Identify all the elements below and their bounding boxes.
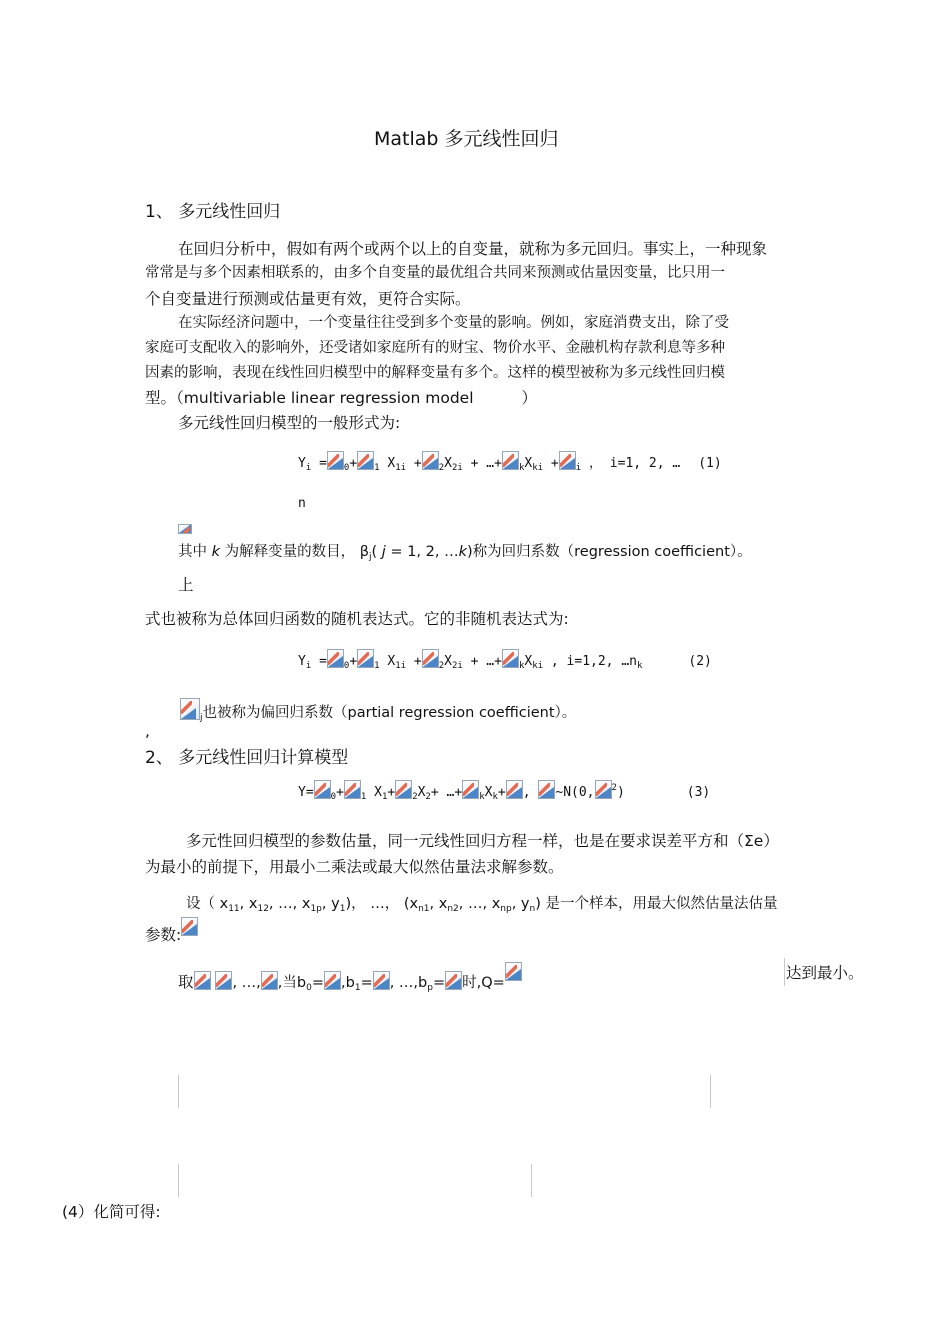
epsilon-image-icon xyxy=(506,780,523,799)
equation-3-number: (3) xyxy=(686,785,711,800)
formula-frame-edge xyxy=(710,1075,711,1108)
bp-image-icon xyxy=(261,971,278,990)
beta-1-image-icon xyxy=(344,780,361,799)
n-label: n xyxy=(298,496,306,511)
general-form-intro: 多元线性回归模型的一般形式为: xyxy=(178,414,401,432)
formula-frame-edge xyxy=(531,1164,532,1197)
epsilon-image-icon xyxy=(559,451,576,470)
coefficient-description: 其中 k 为解释变量的数目， $\beta_j$( j = 1, 2, …k)称为回归系数（regression coefficient）。 xyxy=(178,544,752,562)
params-label: 参数: xyxy=(145,917,198,945)
paragraph-3-line-1: 多元性回归模型的参数估量，同一元线性回归方程一样，也是在要求误差平方和（Σe） xyxy=(186,832,779,850)
stray-comma: , xyxy=(145,722,150,740)
equation-2: $Y_i = _0+ _1$ $X_{1i} + _2X_{2i}$ + …+ $_kX_{ki}$ , i=1,2, $\dots n_k$ (2) xyxy=(298,649,712,672)
beta-0-image-icon xyxy=(327,451,344,470)
b0-image-icon xyxy=(194,971,211,990)
beta-k-image-icon xyxy=(462,780,479,799)
formula-frame-edge xyxy=(178,1164,179,1197)
paragraph-2-line-1: 在实际经济问题中，一个变量往往受到多个变量的影响。例如，家庭消费支出，除了受 xyxy=(178,315,729,331)
beta-2-image-icon xyxy=(422,451,439,470)
paragraph-2-line-4 xyxy=(145,389,537,408)
paragraph-2-line-2: 家庭可支配收入的影响外，还受诸如家庭所有的财宝、物价水平、金融机构存款利息等多种 xyxy=(145,340,725,356)
formula-frame-edge xyxy=(784,958,785,986)
paragraph-2-line-3: 因素的影响，表现在线性回归模型中的解释变量有多个。这样的模型被称为多元线性回归模 xyxy=(145,365,725,381)
section-2-heading: 2、 多元线性回归计算模型 xyxy=(145,748,349,768)
beta-j-image-icon xyxy=(180,698,200,720)
nonrandom-intro: 式也被称为总体回归函数的随机表达式。它的非随机表达式为: xyxy=(145,610,569,628)
minimization-line: 取 , …, ,当$b_0= ,b_1=$ , $\dots,b_p=$ 时,Q= xyxy=(178,962,522,994)
bp-hat-image-icon xyxy=(445,971,462,990)
b0-hat-image-icon xyxy=(324,971,341,990)
partial-coefficient-line: $_j$也被称为偏回归系数（partial regression coefficient）。 xyxy=(180,698,576,724)
q-formula-image-icon xyxy=(505,962,522,981)
beta-1-image-icon xyxy=(357,451,374,470)
sigma-image-icon xyxy=(595,780,612,799)
paragraph-1-line-2: 常常是与多个因素相联系的，由多个自变量的最优组合共同来预测或估量因变量，比只用一 xyxy=(145,265,725,281)
paragraph-2-close: ） xyxy=(521,389,538,407)
epsilon-image-icon xyxy=(538,780,555,799)
b1-hat-image-icon xyxy=(373,971,390,990)
paragraph-1-line-3: 个自变量进行预测或估量更有效，更符合实际。 xyxy=(145,290,471,308)
b1-image-icon xyxy=(215,971,232,990)
equation-1: $Y_i = _0+ _1$ $X_{1i} + _2X_{2i}$ + …+ $_kX_{ki} + _i$ ， i=1, 2, … (1) xyxy=(298,451,722,474)
sample-description: 设（ $x_{11}$, $x_{12}$, …, $x_{1p}$, $y_1$)， …， ($x_{n1}$, $x_{n2}$, …, $x_{np}$, $y_n$) 是一个样本，用最大似然估量法估量 xyxy=(186,896,778,914)
shang-char: 上 xyxy=(178,576,194,594)
broken-image-icon xyxy=(178,520,192,539)
beta-0-image-icon xyxy=(327,649,344,668)
beta-2-image-icon xyxy=(422,649,439,668)
equation-1-number: (1) xyxy=(698,456,722,471)
beta-k-image-icon xyxy=(502,649,519,668)
beta-2-image-icon xyxy=(395,780,412,799)
beta-k-image-icon xyxy=(502,451,519,470)
beta-0-image-icon xyxy=(314,780,331,799)
beta-1-image-icon xyxy=(357,649,374,668)
simplify-label: (4）化简可得: xyxy=(62,1203,161,1221)
paragraph-3-line-2: 为最小的前提下，用最小二乘法或最大似然估量法求解参数。 xyxy=(145,858,564,876)
page-title: Matlab 多元线性回归 xyxy=(374,128,559,150)
equation-2-number: (2) xyxy=(688,654,712,669)
formula-frame-edge xyxy=(178,1075,179,1108)
paragraph-1-line-1: 在回归分析中，假如有两个或两个以上的自变量，就称为多元回归。事实上，一种现象 xyxy=(178,240,768,258)
minimum-tail: 达到最小。 xyxy=(786,964,864,982)
section-1-heading: 1、 多元线性回归 xyxy=(145,202,281,222)
params-image-icon xyxy=(181,917,198,936)
paragraph-2-english: 型。（multivariable linear regression model xyxy=(145,389,474,407)
equation-3: Y= $_0$+ $_1$ $X_1+ _2X_2+$ …+ $_kX_k+$ , ~N(0, $^2$) (3) xyxy=(298,780,710,803)
